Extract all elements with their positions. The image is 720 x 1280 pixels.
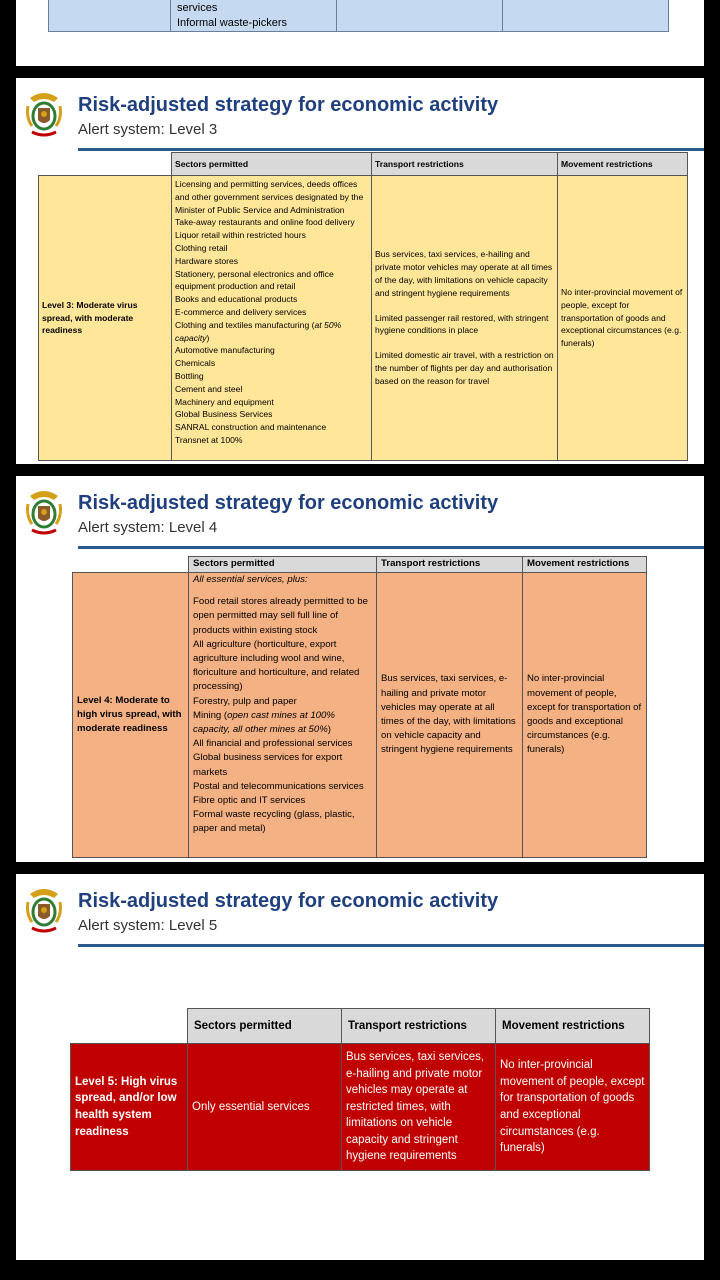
slide-subtitle: Alert system: Level 3 — [78, 121, 218, 138]
column-header-sectors: Sectors permitted — [172, 153, 372, 176]
list-item: Formal waste recycling (glass, plastic, paper and metal) — [193, 809, 355, 835]
column-header-movement: Movement restrictions — [496, 1009, 650, 1044]
title-divider — [78, 944, 704, 947]
list-item-text: ) — [206, 332, 210, 343]
list-item: services — [177, 2, 218, 14]
list-item: Books and educational products — [175, 294, 298, 305]
list-item — [175, 319, 368, 345]
coat-of-arms-icon — [24, 88, 64, 140]
table-cell — [337, 0, 503, 32]
list-item: Liquor retail within restricted hours — [175, 230, 306, 241]
spacer — [375, 337, 554, 349]
table-header-blank — [71, 1009, 188, 1044]
list-item: All essential services, plus: — [193, 574, 308, 585]
list-item: All agriculture (horticulture, export agriculture including wool and wine, floriculture and horticulture, and related processing) — [193, 638, 360, 693]
coat-of-arms-icon — [24, 486, 64, 538]
strategy-table — [72, 556, 647, 858]
spacer — [193, 587, 372, 595]
list-item: Chemicals — [175, 358, 216, 369]
movement-cell: No inter-provincial movement of people, except for transportation of goods and exceptional circumstances (e.g. funerals) — [558, 176, 688, 461]
transport-cell: Bus services, taxi services, e-hailing and private motor vehicles may operate at restricted times, with limitations on vehicle capacity and stringent hygiene requirements — [342, 1044, 496, 1171]
previous-table — [48, 0, 669, 32]
previous-slide — [16, 0, 704, 66]
slide-level-5 — [16, 874, 704, 1260]
transport-cell — [372, 176, 558, 461]
list-item-italic: at 50% capacity — [175, 319, 342, 343]
table-row — [39, 176, 688, 461]
table-header-blank — [39, 153, 172, 176]
level-label: Level 5: High virus spread, and/or low health system readiness — [71, 1044, 188, 1171]
list-item: Transnet at 100% — [175, 434, 243, 445]
strategy-table — [38, 152, 688, 461]
list-item: All financial and professional services — [193, 738, 353, 750]
list-item: E-commerce and delivery services — [175, 306, 307, 317]
table-row — [49, 0, 669, 32]
list-item: Stationery, personal electronics and office equipment production and retail — [175, 268, 334, 292]
transport-item: Limited domestic air travel, with a restriction on the number of flights per day and authorisation based on the reason for travel — [375, 350, 554, 386]
title-divider — [78, 148, 704, 151]
list-item: Fibre optic and IT services — [193, 795, 306, 807]
column-header-sectors: Sectors permitted — [188, 1009, 342, 1044]
column-header-movement: Movement restrictions — [558, 153, 688, 176]
list-item: Bottling — [175, 370, 204, 381]
sectors-cell: Only essential services — [188, 1044, 342, 1171]
list-item: Cement and steel — [175, 383, 243, 394]
list-item: Clothing retail — [175, 242, 228, 253]
movement-cell: No inter-provincial movement of people, except for transportation of goods and exceptional circumstances (e.g. funerals) — [496, 1044, 650, 1171]
slide-title: Risk-adjusted strategy for economic activity — [78, 890, 499, 912]
transport-item: Bus services, taxi services, e-hailing and private motor vehicles may operate at all times of the day, with limitations on vehicle capacity and stringent hygiene requirements — [375, 249, 553, 298]
sectors-cell — [189, 573, 377, 858]
slide-title: Risk-adjusted strategy for economic activity — [78, 492, 499, 514]
column-header-transport: Transport restrictions — [342, 1009, 496, 1044]
table-row — [71, 1044, 650, 1171]
slide-subtitle: Alert system: Level 4 — [78, 519, 218, 536]
slide-title: Risk-adjusted strategy for economic activity — [78, 94, 499, 116]
list-item: Licensing and permitting services, deeds offices and other government services designated by the Minister of Public Service and Administration — [175, 179, 364, 215]
column-header-transport: Transport restrictions — [377, 557, 523, 573]
coat-of-arms-icon — [24, 884, 64, 936]
list-item: Global business services for export markets — [193, 752, 343, 778]
list-item: Global Business Services — [175, 409, 273, 420]
table-header-row — [39, 153, 688, 176]
list-item — [193, 709, 372, 737]
list-item: Informal waste-pickers — [177, 17, 288, 29]
list-item-text: Clothing and textiles manufacturing ( — [175, 319, 315, 330]
list-item: SANRAL construction and maintenance — [175, 422, 327, 433]
spacer — [375, 300, 554, 312]
list-item: Take-away restaurants and online food delivery — [175, 217, 355, 228]
table-row — [73, 573, 647, 858]
column-header-sectors: Sectors permitted — [189, 557, 377, 573]
column-header-transport: Transport restrictions — [372, 153, 558, 176]
slide-level-4 — [16, 476, 704, 862]
movement-cell: No inter-provincial movement of people, except for transportation of goods and exceptional circumstances (e.g. funerals) — [523, 573, 647, 858]
table-header-row — [73, 557, 647, 573]
column-header-movement: Movement restrictions — [523, 557, 647, 573]
transport-item: Limited passenger rail restored, with stringent hygiene conditions in place — [375, 312, 549, 336]
list-item: Hardware stores — [175, 255, 239, 266]
table-header-row — [71, 1009, 650, 1044]
list-item: Food retail stores already permitted to be open permitted may sell full line of products within existing stock — [193, 596, 368, 636]
slide-subtitle: Alert system: Level 5 — [78, 917, 218, 934]
table-cell — [171, 0, 337, 32]
level-label: Level 3: Moderate virus spread, with moderate readiness — [39, 176, 172, 461]
level-label: Level 4: Moderate to high virus spread, with moderate readiness — [73, 573, 189, 858]
list-item: Postal and telecommunications services — [193, 780, 364, 792]
table-cell — [49, 0, 171, 32]
list-item: Automotive manufacturing — [175, 345, 275, 356]
list-item: Forestry, pulp and paper — [193, 695, 297, 707]
transport-cell: Bus services, taxi services, e-hailing and private motor vehicles may operate at all times of the day, with limitations on vehicle capacity and stringent hygiene requirements — [377, 573, 523, 858]
list-item-text: ) — [327, 724, 331, 736]
list-item: Machinery and equipment — [175, 396, 274, 407]
list-item-text: Mining ( — [193, 709, 228, 721]
table-cell — [503, 0, 669, 32]
title-divider — [78, 546, 704, 549]
sectors-cell — [172, 176, 372, 461]
slide-level-3 — [16, 78, 704, 464]
strategy-table — [70, 1008, 650, 1171]
list-item-italic: open cast mines at 100% capacity, all other mines at 50% — [193, 709, 335, 736]
table-header-blank — [73, 557, 189, 573]
